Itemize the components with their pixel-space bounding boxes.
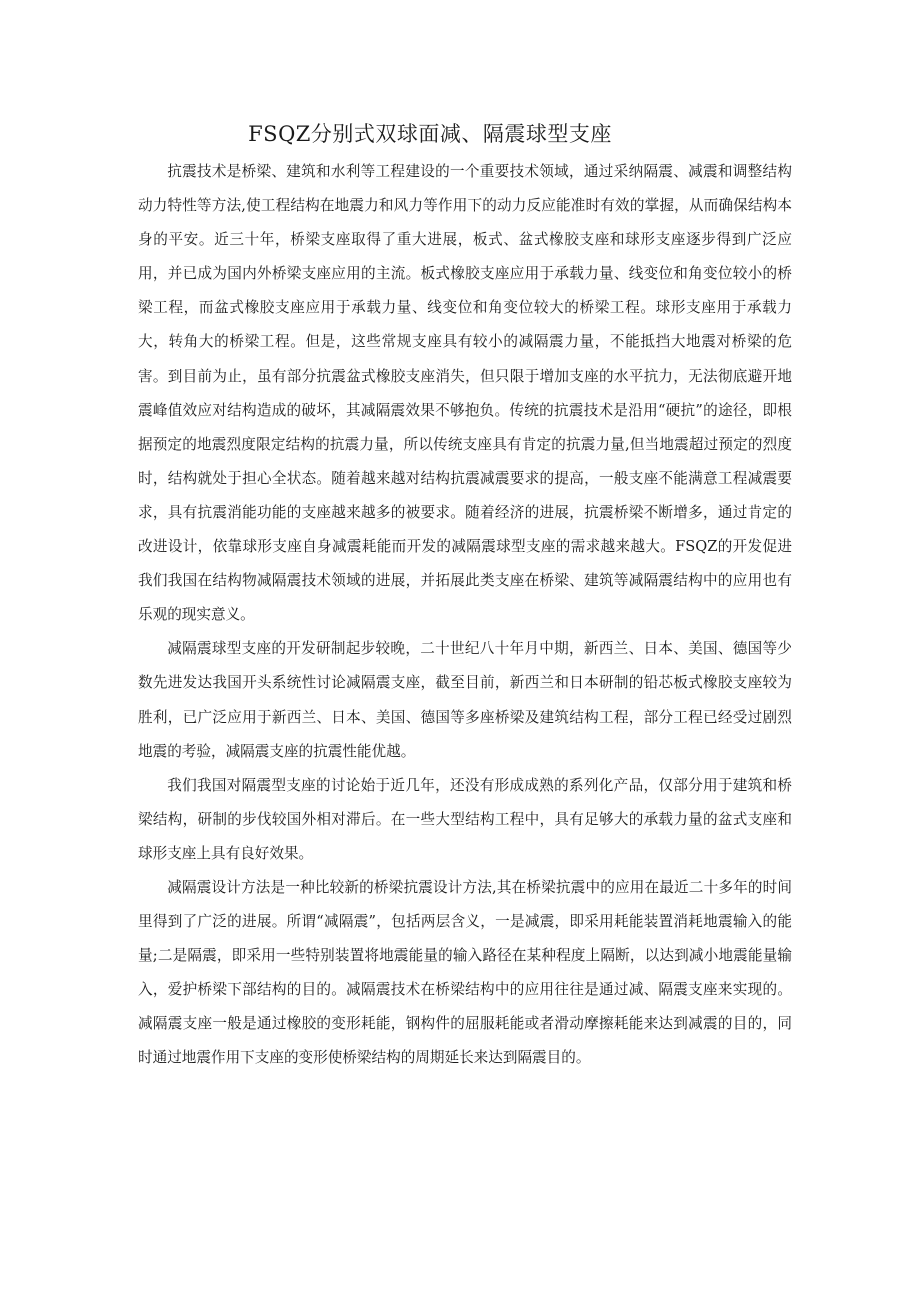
paragraph-3: 我们我国对隔震型支座的讨论始于近几年，还没有形成成熟的系列化产品，仅部分用于建筑和桥梁结构，研制的步伐较国外相对滞后。在一些大型结构工程中，具有足够大的承载力量的盆式支座和球形支座上具有良好效果。	[138, 776, 792, 862]
paragraph-4: 减隔震设计方法是一种比较新的桥梁抗震设计方法,其在桥梁抗震中的应用在最近二十多年的时间里得到了广泛的进展。所谓“减隔震”，包括两层含义，一是减震，即采用耗能装置消耗地震输入的能量;二是隔震，即采用一些特别装置将地震能量的输入路径在某种程度上隔断，以达到减小地震能量输入，爱护桥梁下部结构的目的。减隔震技术在桥梁结构中的应用往往是通过减、隔震支座来实现的。减隔震支座一般是通过橡胶的变形耗能，钢构件的屈服耗能或者滑动摩擦耗能来达到减震的目的，同时通过地震作用下支座的变形使桥梁结构的周期延长来达到隔震目的。	[138, 878, 792, 1067]
document-title: FSQZ分别式双球面减、隔震球型支座	[248, 122, 612, 146]
document-body	[138, 155, 792, 1076]
paragraph-2: 减隔震球型支座的开发研制起步较晚，二十世纪八十年月中期，新西兰、日本、美国、德国等少数先进发达我国开头系统性讨论减隔震支座，截至目前，新西兰和日本研制的铅芯板式橡胶支座较为胜利，已广泛应用于新西兰、日本、美国、德国等多座桥梁及建筑结构工程，部分工程已经受过剧烈地震的考验，减隔震支座的抗震性能优越。	[138, 640, 792, 760]
paragraph-1: 抗震技术是桥梁、建筑和水利等工程建设的一个重要技术领域，通过采纳隔震、减震和调整结构动力特性等方法,使工程结构在地震力和风力等作用下的动力反应能准时有效的掌握，从而确保结构本身的平安。近三十年，桥梁支座取得了重大进展，板式、盆式橡胶支座和球形支座逐步得到广泛应用，并已成为国内外桥梁支座应用的主流。板式橡胶支座应用于承载力量、线变位和角变位较小的桥梁工程，而盆式橡胶支座应用于承载力量、线变位和角变位较大的桥梁工程。球形支座用于承载力大，转角大的桥梁工程。但是，这些常规支座具有较小的减隔震力量，不能抵挡大地震对桥梁的危害。到目前为止，虽有部分抗震盆式橡胶支座消失，但只限于增加支座的水平抗力，无法彻底避开地震峰值效应对结构造成的破坏，其减隔震效果不够抱负。传统的抗震技术是沿用“硬抗”的途径，即根据预定的地震烈度限定结构的抗震力量，所以传统支座具有肯定的抗震力量,但当地震超过预定的烈度时，结构就处于担心全状态。随着越来越对结构抗震减震要求的提高，一般支座不能满意工程减震要求，具有抗震消能功能的支座越来越多的被要求。随着经济的进展，抗震桥梁不断增多，通过肯定的改进设计，依靠球形支座自身减震耗能而开发的减隔震球型支座的需求越来越大。FSQZ的开发促进我们我国在结构物减隔震技术领域的进展，并拓展此类支座在桥梁、建筑等减隔震结构中的应用也有乐观的现实意义。	[138, 163, 792, 624]
